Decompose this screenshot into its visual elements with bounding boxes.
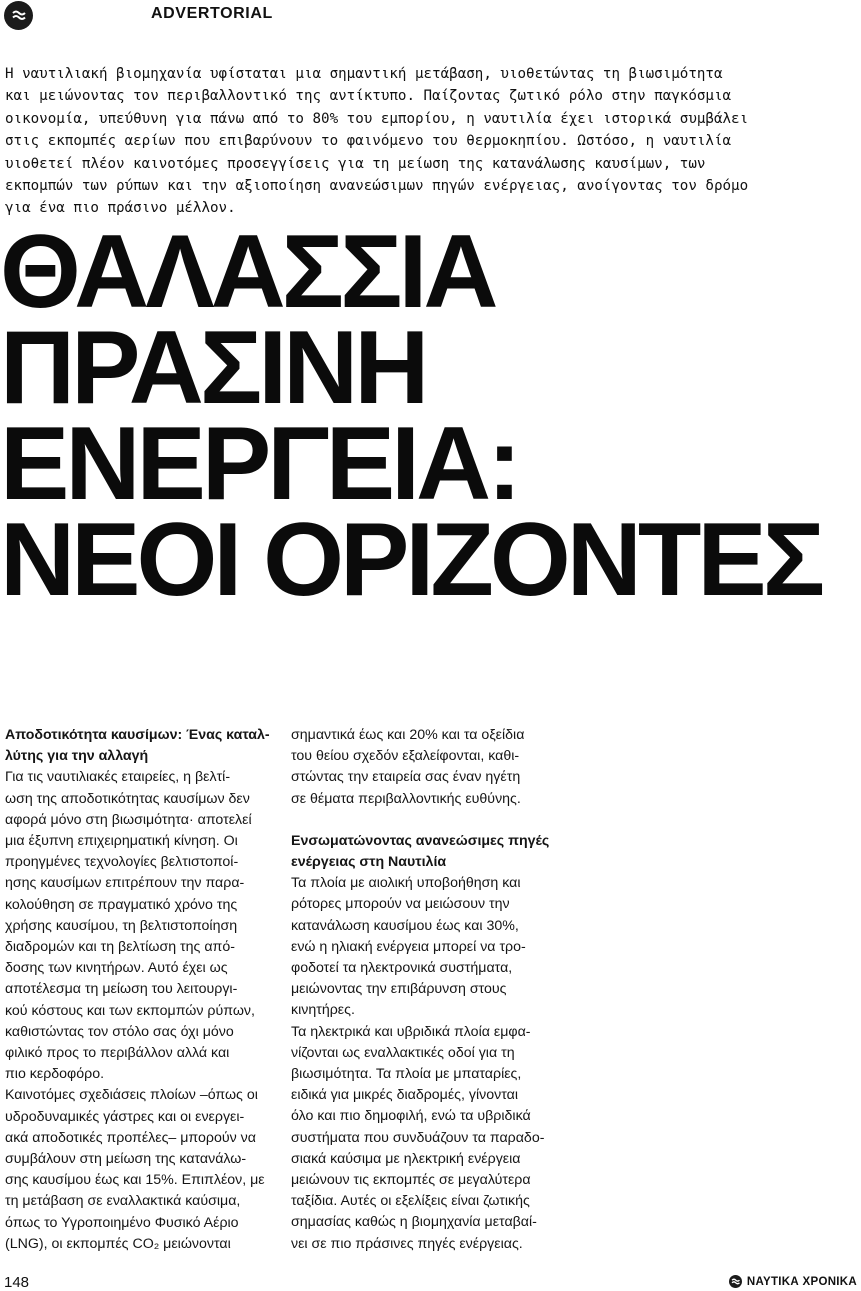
body-line: σημαντικά έως και 20% και τα οξείδια	[291, 727, 525, 743]
lead-line: οικονομία, υπεύθυνη για πάνω από το 80% του εμπορίου, η ναυτιλία έχει ιστορικά συμβάλει	[5, 110, 749, 127]
paragraph-spacer	[291, 810, 561, 831]
body-paragraph	[291, 725, 561, 810]
body-line: μειώνουν τις εκπομπές σε μεγαλύτερα	[291, 1172, 531, 1189]
body-paragraph	[5, 1085, 275, 1255]
subhead-line: λύτης για την αλλαγή	[5, 748, 149, 765]
body-paragraph	[291, 873, 561, 1021]
lead-line: και μειώνοντας τον περιβαλλοντικό της αντίκτυπο. Παίζοντας ζωτικό ρόλο στην παγκόσμια	[5, 88, 732, 105]
body-line: σιακά καύσιμα με ηλεκτρική ενέργεια	[291, 1150, 521, 1167]
body-line: όπως το Υγροποιημένο Φυσικό Αέριο	[5, 1214, 239, 1231]
body-line: σης καυσίμου έως και 15%. Επιπλέον, με	[5, 1172, 265, 1189]
lead-paragraph	[5, 63, 857, 220]
body-line: κινητήρες.	[291, 1002, 355, 1019]
body-line: συστήματα που συνδυάζουν τα παραδο-	[291, 1129, 545, 1146]
section-subhead	[291, 831, 561, 873]
body-line: ενώ η ηλιακή ενέργεια μπορεί να τρο-	[291, 938, 526, 955]
body-line: όλο και πιο δημοφιλή, ενώ τα υβριδικά	[291, 1108, 531, 1125]
logo-wave-icon	[10, 7, 27, 24]
body-line: μειώνοντας την επιβάρυνση στους	[291, 981, 507, 998]
body-column-left	[5, 725, 275, 1255]
body-line: ταξίδια. Αυτές οι εξελίξεις είναι ζωτικής	[291, 1193, 530, 1210]
body-line: δοσης των κινητήρων. Αυτό έχει ως	[5, 960, 228, 977]
lead-line: υιοθετεί πλέον καινοτόμες προσεγγίσεις για τη μείωση της κατανάλωσης καυσίμων, των	[5, 155, 706, 172]
headline-line: ΕΝΕΡΓΕΙΑ:	[0, 406, 518, 522]
brand-logo-icon	[729, 1275, 742, 1288]
body-line: (LNG), οι εκπομπές CO₂ μειώνονται	[5, 1235, 231, 1252]
body-paragraph	[5, 767, 275, 1085]
body-line: κολούθηση σε πραγματικό χρόνο της	[5, 896, 238, 913]
body-line: ωση της αποδοτικότητας καυσίμων δεν	[5, 790, 250, 807]
body-line: νει σε πιο πράσινες πηγές ενέργειας.	[291, 1235, 523, 1252]
body-line: φοδοτεί τα ηλεκτρονικά συστήματα,	[291, 960, 513, 977]
body-line: ακά αποδοτικές προπέλες– μπορούν να	[5, 1129, 256, 1146]
body-line: ησης καυσίμων επιτρέπουν την παρα-	[5, 875, 245, 892]
body-line: αφορά μόνο στη βιωσιμότητα· αποτελεί	[5, 811, 252, 828]
subhead-line: ενέργειας στη Ναυτιλία	[291, 854, 447, 871]
body-paragraph	[291, 1022, 561, 1255]
body-line: τη μετάβαση σε εναλλακτικά καύσιμα,	[5, 1193, 241, 1210]
body-line: κού κόστους και των εκπομπών ρύπων,	[5, 1002, 255, 1019]
body-line: διαδρομών και τη βελτίωση της από-	[5, 939, 235, 956]
body-line: αποτέλεσμα τη μείωση του λειτουργι-	[5, 981, 238, 998]
headline-line: ΘΑΛΑΣΣΙΑ	[0, 214, 495, 330]
subhead-line: Ενσωματώνοντας ανανεώσιμες πηγές	[291, 832, 550, 849]
body-line: καθιστώντας τον στόλο σας όχι μόνο	[5, 1023, 234, 1040]
body-line: συμβάλουν στη μείωση της κατανάλω-	[5, 1151, 247, 1168]
body-line: Τα ηλεκτρικά και υβριδικά πλοία εμφα-	[291, 1023, 531, 1040]
lead-line: Η ναυτιλιακή βιομηχανία υφίσταται μια σημαντική μετάβαση, υιοθετώντας τη βιωσιμότητα	[5, 66, 723, 82]
body-line: βιωσιμότητα. Τα πλοία με μπαταρίες,	[291, 1066, 522, 1083]
brand-wave-icon	[731, 1277, 740, 1286]
body-line: νίζονται ως εναλλακτικές οδοί για τη	[291, 1044, 515, 1061]
section-label: ADVERTORIAL	[151, 5, 273, 22]
page-number: 148	[4, 1274, 30, 1291]
body-line: μια έξυπνη επιχειρηματική κίνηση. Οι	[5, 833, 238, 850]
body-line: Για τις ναυτιλιακές εταιρείες, η βελτί-	[5, 769, 231, 786]
magazine-logo-icon	[4, 1, 33, 30]
lead-line: για ένα πιο πράσινο μέλλον.	[5, 200, 236, 217]
brand-name: ΝΑΥΤΙΚΑ ΧΡΟΝΙΚΑ	[746, 1275, 857, 1288]
body-line: του θείου σχεδόν εξαλείφονται, καθι-	[291, 748, 520, 765]
body-column-right	[291, 725, 561, 1255]
body-line: ειδικά για μικρές διαδρομές, γίνονται	[291, 1087, 518, 1104]
section-subhead	[5, 725, 275, 767]
headline-line: ΠΡΑΣΙΝΗ	[0, 310, 426, 426]
body-line: σε θέματα περιβαλλοντικής ευθύνης.	[291, 790, 521, 807]
article-headline	[0, 214, 822, 618]
body-line: πιο κερδοφόρο.	[5, 1066, 105, 1083]
body-line: χρήσης καυσίμου, τη βελτιστοποίηση	[5, 917, 238, 934]
footer-brand	[729, 1275, 857, 1288]
lead-line: στις εκπομπές αερίων που επιβαρύνουν το φαινόμενο του θερμοκηπίου. Ωστόσο, η ναυτιλία	[5, 133, 732, 150]
body-line: υδροδυναμικές γάστρες και οι ενεργει-	[5, 1108, 245, 1125]
body-line: προηγμένες τεχνολογίες βελτιστοποί-	[5, 854, 239, 871]
body-line: ρότορες μπορούν να μειώσουν την	[291, 896, 510, 913]
body-line: φιλικό προς το περιβάλλον αλλά και	[5, 1045, 230, 1062]
body-line: σημασίας καθώς η βιομηχανία μεταβαί-	[291, 1214, 537, 1231]
headline-line: ΝΕΟΙ ΟΡΙΖΟΝΤΕΣ	[0, 502, 822, 618]
body-line: Καινοτόμες σχεδιάσεις πλοίων –όπως οι	[5, 1087, 258, 1104]
body-line: κατανάλωση καυσίμου έως και 30%,	[291, 917, 519, 934]
subhead-line: Αποδοτικότητα καυσίμων: Ένας καταλ-	[5, 727, 270, 743]
body-line: Τα πλοία με αιολική υποβοήθηση και	[291, 875, 521, 892]
lead-line: εκπομπών των ρύπων και την αξιοποίηση ανανεώσιμων πηγών ενέργειας, ανοίγοντας τον δρόμο	[5, 178, 749, 195]
body-line: στώντας την εταιρεία σας έναν ηγέτη	[291, 769, 521, 786]
